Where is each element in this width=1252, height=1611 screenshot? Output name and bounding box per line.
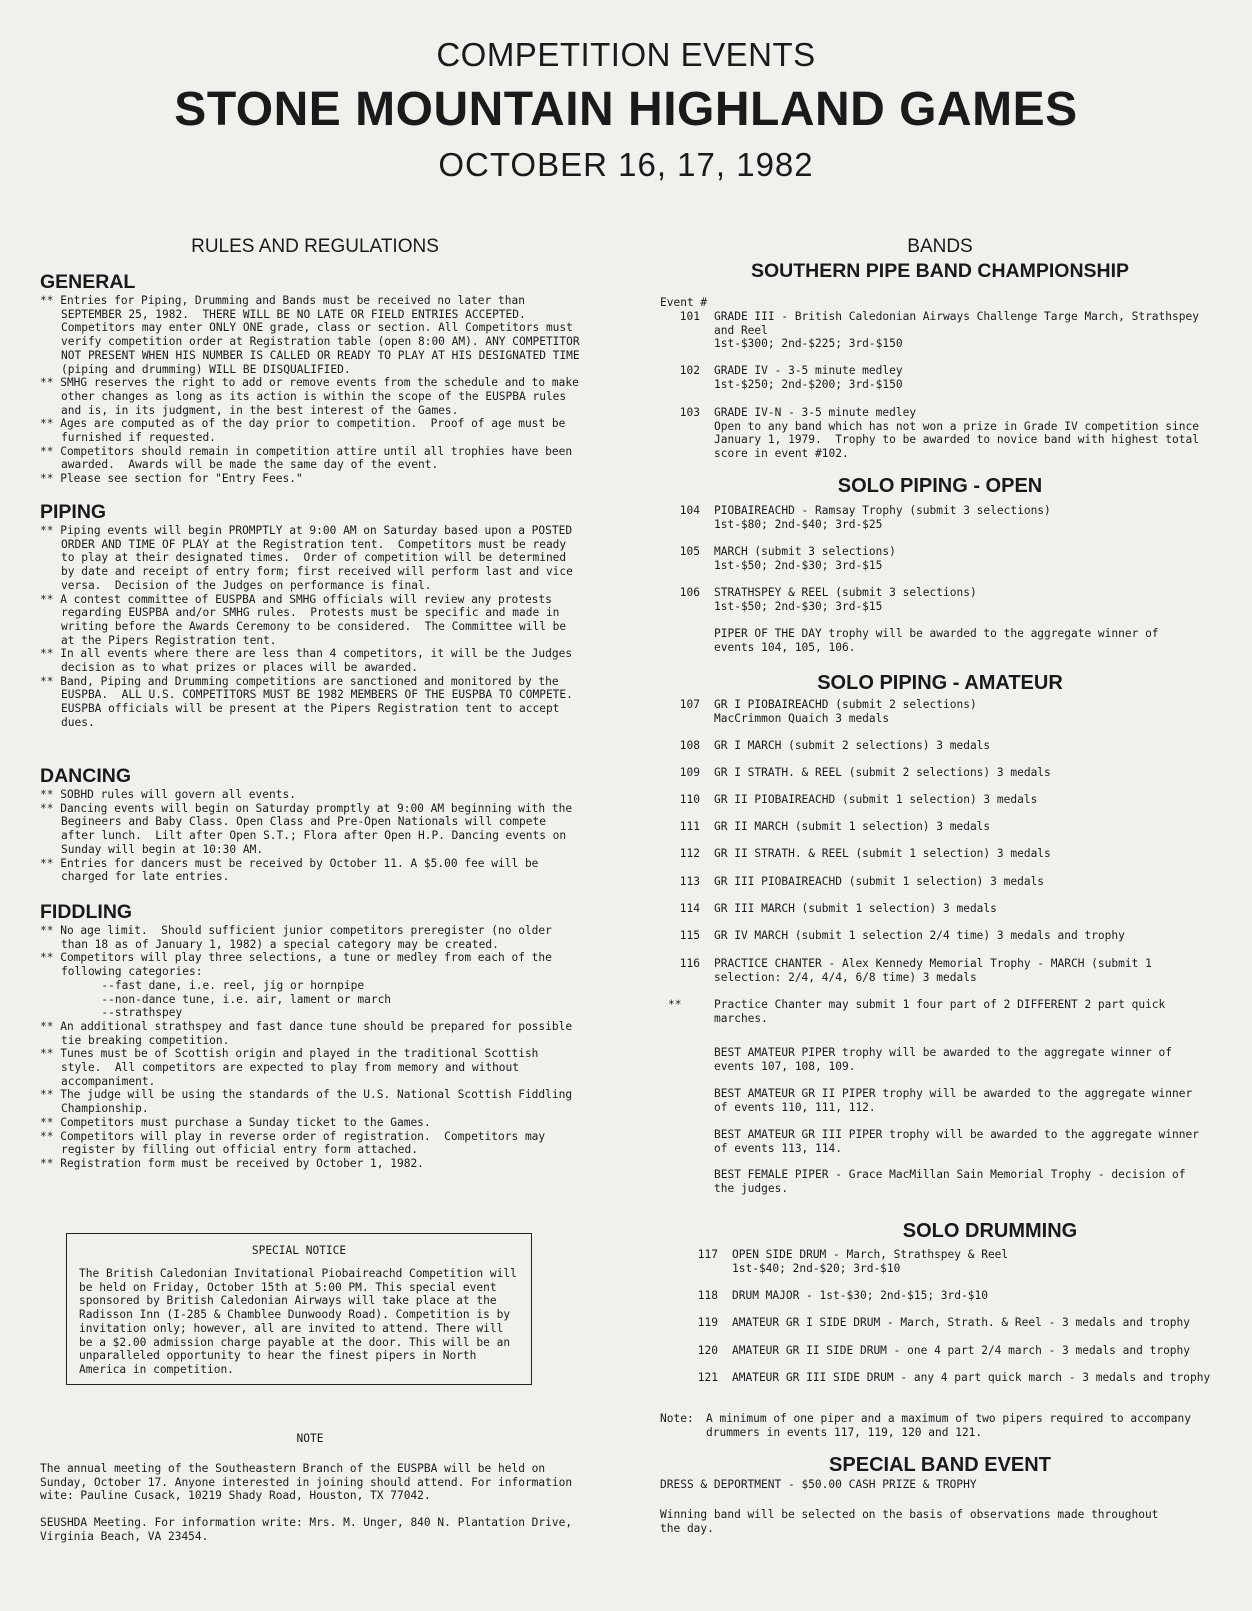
solo-drumming-title: SOLO DRUMMING (902, 1220, 1078, 1242)
fiddling-rule: ** The judge will be using the standards of the U.S. National Scottish Fiddling Championship. (40, 1088, 579, 1116)
event-dates: OCTOBER 16, 17, 1982 (438, 146, 814, 183)
event-number: 109 (679, 766, 700, 779)
event-text: PIOBAIREACHD - Ramsay Trophy (submit 3 selections) 1st-$80; 2nd-$40; 3rd-$25 (714, 504, 1051, 531)
event-text: MARCH (submit 3 selections) 1st-$50; 2nd-$30; 3rd-$15 (714, 545, 896, 572)
special-band-line: DRESS & DEPORTMENT - $50.00 CASH PRIZE & TROPHY (660, 1478, 977, 1491)
event-number: 105 (679, 545, 700, 558)
special-band-title: SPECIAL BAND EVENT (829, 1454, 1051, 1476)
special-notice-body: The British Caledonian Invitational Piobaireachd Competition will be held on Friday, October 15th at 5:00 PM. This special event sponsored by British Caledonian Airways will take place at the Radisson Inn (I-285 & Chamblee Dunwoody Road). Competition is by invitation only; however, all are invited to attend. There will be a $2.00 admission charge payable at the door. This will be an unparalleled opportunity to hear the finest pipers in North America in competition. (79, 1267, 517, 1376)
dancing-heading: DANCING (40, 765, 131, 787)
event-number: 108 (679, 739, 700, 752)
event-text: GR IV MARCH (submit 1 selection 2/4 time) 3 medals and trophy (714, 929, 1125, 942)
event-text: GRADE IV - 3-5 minute medley 1st-$250; 2nd-$200; 3rd-$150 (714, 364, 903, 391)
event-number: 117 (697, 1248, 718, 1261)
piping-heading: PIPING (40, 501, 107, 523)
event-text: GR III MARCH (submit 1 selection) 3 medals (714, 902, 997, 915)
event-number: 113 (679, 875, 700, 888)
event-text: GR I STRATH. & REEL (submit 2 selections) 3 medals (714, 766, 1051, 779)
fiddling-rule: ** Competitors will play in reverse order of registration. Competitors may register by filling out official entry form attached. (40, 1129, 552, 1157)
event-text: GRADE IV-N - 3-5 minute medley Open to any band which has not won a prize in Grade IV competition since January 1, 1979. Trophy to be awarded to novice band with highest total score in event #102. (714, 406, 1199, 461)
event-text: DRUM MAJOR - 1st-$30; 2nd-$15; 3rd-$10 (732, 1289, 988, 1302)
note-title: NOTE (296, 1432, 324, 1445)
fiddling-section (40, 900, 580, 1171)
event-number: 103 (679, 406, 700, 419)
event-number-label: Event # (660, 296, 708, 309)
page-title: STONE MOUNTAIN HIGHLAND GAMES (174, 83, 1078, 136)
fiddling-heading: FIDDLING (40, 901, 133, 923)
event-number: 106 (679, 586, 700, 599)
amateur-award-note: BEST AMATEUR GR II PIPER trophy will be awarded to the aggregate winner of events 110, 111, 112. (714, 1087, 1193, 1114)
piping-rule: ** A contest committee of EUSPBA and SMHG officials will review any protests regarding EUSPBA and/or SMHG rules. Protests must be specific and made in writing before the Awards Ceremony to be considered. The Committee will be at the Pipers Registration tent. (40, 592, 573, 647)
event-number: 119 (697, 1316, 718, 1329)
piping-rule: ** Piping events will begin PROMPTLY at 9:00 AM on Saturday based upon a POSTED ORDER AND TIME OF PLAY at the Registration tent. Competitors must be ready to play at their designated times. Order of competition will be determined by date and receipt of entry form; first received will perform last and vice versa. Decision of the Judges on performance is final. (40, 524, 580, 592)
event-number: 115 (679, 929, 700, 942)
event-number: 120 (697, 1344, 718, 1357)
general-rule: ** Ages are computed as of the day prior to competition. Proof of age must be furnished if requested. (40, 417, 573, 445)
heading-competition-events: COMPETITION EVENTS (436, 36, 816, 73)
event-text: Practice Chanter may submit 1 four part of 2 DIFFERENT 2 part quick marches. (714, 998, 1166, 1025)
event-text: GR I PIOBAIREACHD (submit 2 selections) MacCrimmon Quaich 3 medals (714, 698, 977, 725)
note-body-seushda: SEUSHDA Meeting. For information write: Mrs. M. Unger, 840 N. Plantation Drive, Virginia Beach, VA 23454. (40, 1516, 573, 1543)
event-number: 116 (679, 957, 700, 970)
event-text: GR II PIOBAIREACHD (submit 1 selection) 3 medals (714, 793, 1038, 806)
general-section (40, 270, 587, 486)
event-text: PRACTICE CHANTER - Alex Kennedy Memorial Trophy - MARCH (submit 1 selection: 2/4, 4/4, 6/8 time) 3 medals (714, 957, 1152, 984)
event-text: GR I MARCH (submit 2 selections) 3 medals (714, 739, 991, 752)
general-rule: ** SMHG reserves the right to add or remove events from the schedule and to make other changes as long as its action is within the scope of the EUSPBA rules and is, in its judgment, in the best interest of the Games. (40, 376, 586, 417)
solo-amateur-title: SOLO PIPING - AMATEUR (817, 672, 1063, 694)
piping-section (40, 500, 587, 730)
event-number: 101 (679, 310, 700, 323)
event-number: 121 (697, 1371, 718, 1384)
dancing-rule: ** Dancing events will begin on Saturday promptly at 9:00 AM beginning with the Begineers and Baby Class. Open Class and Pre-Open Nationals will compete after lunch. Lilt after Open S.T.; Flora after Open H.P. Dancing events on Sunday will begin at 10:30 AM. (40, 801, 579, 856)
fiddling-rule: ** Competitors will play three selections, a tune or medley from each of the following categories: --fast dane, i.e. reel, jig or hornpipe --non-dance tune, i.e. air, lament or march --strathspey (40, 951, 552, 1020)
solo-open-title: SOLO PIPING - OPEN (837, 475, 1043, 497)
fiddling-rule: ** Competitors must purchase a Sunday ticket to the Games. (40, 1115, 431, 1129)
event-text: GRADE III - British Caledonian Airways Challenge Targe March, Strathspey and Reel 1st-$300; 2nd-$225; 3rd-$150 (714, 310, 1199, 351)
event-text: STRATHSPEY & REEL (submit 3 selections) 1st-$50; 2nd-$30; 3rd-$15 (714, 586, 977, 613)
event-row (660, 310, 1220, 352)
general-rule: ** Competitors should remain in competition attire until all trophies have been awarded. Awards will be made the same day of the event. (40, 444, 579, 472)
bands-title: BANDS (907, 236, 973, 257)
special-notice-box (66, 1233, 532, 1385)
fiddling-rule: ** No age limit. Should sufficient junior competitors preregister (no older than 18 as of January 1, 1982) a special category may be created. (40, 924, 559, 951)
fiddling-rule: ** Tunes must be of Scottish origin and played in the traditional Scottish style. All competitors are expected to play from memory and without accompaniment. (40, 1047, 546, 1088)
special-band-note: Winning band will be selected on the basis of observations made throughout the day. (660, 1508, 1159, 1535)
event-text: GR III PIOBAIREACHD (submit 1 selection) 3 medals (714, 875, 1045, 888)
note-body-euspba: The annual meeting of the Southeastern Branch of the EUSPBA will be held on Sunday, October 17. Anyone interested in joining should attend. For information wite: Pauline Cusack, 10219 Shady Road, Houston, TX 77042. (40, 1462, 573, 1503)
fiddling-rule: ** Registration form must be received by October 1, 1982. (40, 1156, 424, 1170)
dancing-rule: ** Entries for dancers must be received by October 11. A $5.00 fee will be charged for late entries. (40, 856, 546, 884)
event-number: 104 (679, 504, 700, 517)
general-rules (40, 294, 587, 486)
event-text: GR II STRATH. & REEL (submit 1 selection) 3 medals (714, 847, 1051, 860)
amateur-award-note: BEST AMATEUR GR III PIPER trophy will be awarded to the aggregate winner of events 113, 114. (714, 1128, 1199, 1155)
event-number: 110 (679, 793, 700, 806)
drumming-note-text: A minimum of one piper and a maximum of two pipers required to accompany drummers in events 117, 119, 120 and 121. (706, 1412, 1191, 1439)
event-text: AMATEUR GR III SIDE DRUM - any 4 part quick march - 3 medals and trophy (732, 1371, 1211, 1384)
bands-subtitle: SOUTHERN PIPE BAND CHAMPIONSHIP (750, 260, 1130, 282)
event-text: AMATEUR GR I SIDE DRUM - March, Strath. & Reel - 3 medals and trophy (732, 1316, 1191, 1329)
rules-title: RULES AND REGULATIONS (191, 236, 439, 257)
amateur-award-note: BEST AMATEUR PIPER trophy will be awarded to the aggregate winner of events 107, 108, 109. (714, 1046, 1173, 1073)
event-number: 107 (679, 698, 700, 711)
event-number: 102 (679, 364, 700, 377)
special-notice-title: SPECIAL NOTICE (251, 1244, 347, 1257)
event-text: OPEN SIDE DRUM - March, Strathspey & Reel 1st-$40; 2nd-$20; 3rd-$10 (732, 1248, 1009, 1275)
piper-of-the-day-note: PIPER OF THE DAY trophy will be awarded to the aggregate winner of events 104, 105, 106. (714, 627, 1159, 654)
event-text: AMATEUR GR II SIDE DRUM - one 4 part 2/4 march - 3 medals and trophy (732, 1344, 1191, 1357)
general-rule: ** Entries for Piping, Drumming and Bands must be received no later than SEPTEMBER 25, 1982. THERE WILL BE NO LATE OR FIELD ENTRIES ACCEPTED. Competitors may enter ONLY ONE grade, class or section. All Competitors must verify competition order at Registration table (open 8:00 AM). ANY COMPETITOR NOT PRESENT WHEN HIS NUMBER IS CALLED OR READY TO PLAY AT HIS DESIGNATED TIME (piping and drumming) WILL BE DISQUALIFIED. (40, 294, 587, 376)
general-rule: ** Please see section for "Entry Fees." (40, 472, 303, 486)
piping-rule: ** In all events where there are less than 4 competitors, it will be the Judges decision as to what prizes or places will be awarded. (40, 647, 579, 675)
drumming-note-label: Note: (660, 1412, 694, 1425)
event-number: 114 (679, 902, 700, 915)
piping-rule: ** Band, Piping and Drumming competitions are sanctioned and monitored by the EUSPBA. ALL U.S. COMPETITORS MUST BE 1982 MEMBERS OF THE EUSPBA TO COMPETE. EUSPBA officials will be present at the Pipers Registration tent to accept dues. (40, 674, 587, 729)
event-number: 111 (679, 820, 700, 833)
event-number: 118 (697, 1289, 718, 1302)
amateur-award-note: BEST FEMALE PIPER - Grace MacMillan Sain Memorial Trophy - decision of the judges. (714, 1168, 1186, 1195)
general-heading: GENERAL (40, 271, 136, 293)
event-number: 112 (679, 847, 700, 860)
event-number: ** (668, 998, 682, 1011)
dancing-rule: ** SOBHD rules will govern all events. (40, 788, 296, 801)
fiddling-rule: ** An additional strathspey and fast dance tune should be prepared for possible tie breaking competition. (40, 1019, 579, 1047)
dancing-section (40, 764, 580, 884)
event-text: GR II MARCH (submit 1 selection) 3 medals (714, 820, 991, 833)
